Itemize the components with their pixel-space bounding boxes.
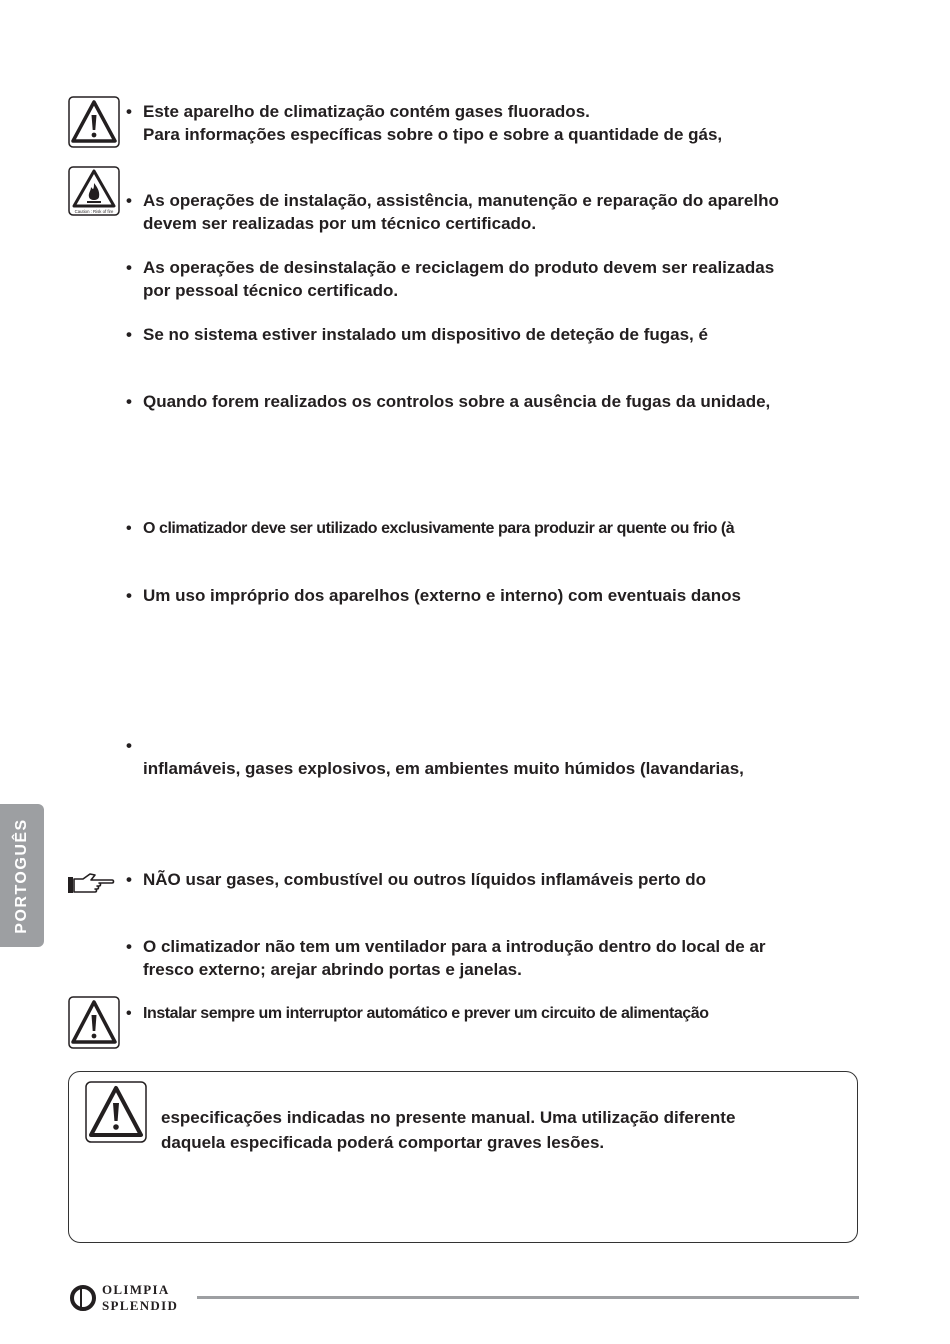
bullet-item: • O climatizador não tem um ventilador para a introdução dentro do local de ar fresco externo; arejar abrindo portas e janelas. <box>126 936 859 981</box>
logo-text-splendid: SPLENDID <box>102 1298 179 1313</box>
page: PORTOGUÊS Caution : Risk of fire • Este aparelho de climatização contém gases fluorados. Para informações específicas sobre o tipo e sobre a quantidade de gás, • As operações de instalação, assistência, manutenção e reparação do aparelho devem ser realizadas por um técnico certificado. • As operações de desinstalação e reciclagem do produto devem ser realizadas por pessoal técnico certificado. • Se no sistema estiver instalado um dispositivo de deteção de fugas, é • Quando forem realizados os controlos sobre a ausência de fugas da unidade, • O climatizador deve ser utilizado exclusivamente para produzir ar quente ou frio (à • Um uso impróprio dos aparelhos (externo e interno) com eventuais danos • inflamáveis, gases explosivos, em ambientes muito húmidos (lavandarias, • NÃO usar gases, combustível ou outros líquidos inflamáveis perto do • O climatizador não tem um ventilador para a introdução dentro do local de ar fresco externo; arejar abrindo portas e janelas. • Instalar sempre um interruptor automático e prever um circuito de alimentação especificações indicadas no presente manual. Uma utilização diferente daquela especificada poderá comportar graves lesões. OLIMPIA SPLENDID <box>0 0 950 1344</box>
bullet-line: fresco externo; arejar abrindo portas e janelas. <box>143 959 522 979</box>
language-tab <box>0 804 44 947</box>
bullet-continuation <box>126 758 859 781</box>
warning-box-line: daquela especificada poderá comportar graves lesões. <box>161 1133 605 1152</box>
bullet-item: • As operações de desinstalação e reciclagem do produto devem ser realizadas por pessoal técnico certificado. <box>126 257 859 302</box>
bullet-item: • Um uso impróprio dos aparelhos (externo e interno) com eventuais danos <box>126 585 859 608</box>
bullet-line: devem ser realizadas por um técnico certificado. <box>143 213 537 233</box>
bullet-line: por pessoal técnico certificado. <box>143 280 399 300</box>
bullet-line: Quando forem realizados os controlos sobre a ausência de fugas da unidade, <box>143 392 771 411</box>
bullet-line: Este aparelho de climatização contém gases fluorados. <box>143 102 590 121</box>
bullet-line: Para informações específicas sobre o tipo e sobre a quantidade de gás, <box>143 124 723 144</box>
warning-box <box>68 1071 858 1243</box>
warning-icon <box>85 1081 147 1143</box>
pointing-hand-icon <box>66 871 120 899</box>
warning-icon <box>68 96 120 148</box>
olimpia-logo-icon <box>68 1283 98 1313</box>
bullet-item: • Se no sistema estiver instalado um dispositivo de deteção de fugas, é <box>126 324 859 347</box>
bullet-line: Um uso impróprio dos aparelhos (externo e interno) com eventuais danos <box>143 586 741 605</box>
fire-risk-icon <box>68 166 120 216</box>
bullet-line: Se no sistema estiver instalado um dispositivo de deteção de fugas, é <box>143 325 708 344</box>
bullet-line: NÃO usar gases, combustível ou outros líquidos inflamáveis perto do <box>143 870 707 889</box>
logo-text-olimpia: OLIMPIA <box>102 1282 170 1297</box>
bullet-line: inflamáveis, gases explosivos, em ambientes muito húmidos (lavandarias, <box>143 759 744 778</box>
bullet-item: • NÃO usar gases, combustível ou outros líquidos inflamáveis perto do <box>126 869 859 892</box>
warning-box-text <box>161 1105 821 1155</box>
bullet-item: • Quando forem realizados os controlos sobre a ausência de fugas da unidade, <box>126 391 859 414</box>
bullet-line: As operações de instalação, assistência, manutenção e reparação do aparelho <box>143 191 779 210</box>
language-tab-label: PORTOGUÊS <box>13 818 30 934</box>
bullet-item: • Este aparelho de climatização contém gases fluorados. Para informações específicas sobre o tipo e sobre a quantidade de gás, <box>126 101 859 146</box>
bullet-item: • Instalar sempre um interruptor automático e prever um circuito de alimentação <box>126 1003 859 1026</box>
bullet-line: O climatizador não tem um ventilador para a introdução dentro do local de ar <box>143 937 766 956</box>
fire-risk-caption: Caution : Risk of fire <box>74 209 114 214</box>
bullet-item: • O climatizador deve ser utilizado exclusivamente para produzir ar quente ou frio (à <box>126 518 859 541</box>
bullet-line: As operações de desinstalação e reciclagem do produto devem ser realizadas <box>143 258 775 277</box>
warning-box-line: especificações indicadas no presente manual. Uma utilização diferente <box>161 1108 736 1127</box>
bullet-line: O climatizador deve ser utilizado exclusivamente para produzir ar quente ou frio (à <box>143 520 735 537</box>
bullet-item: • As operações de instalação, assistência, manutenção e reparação do aparelho devem ser realizadas por um técnico certificado. <box>126 190 859 235</box>
bullet-line: Instalar sempre um interruptor automático e prever um circuito de alimentação <box>143 1005 709 1022</box>
footer-divider <box>197 1296 859 1299</box>
warning-icon <box>68 996 120 1049</box>
